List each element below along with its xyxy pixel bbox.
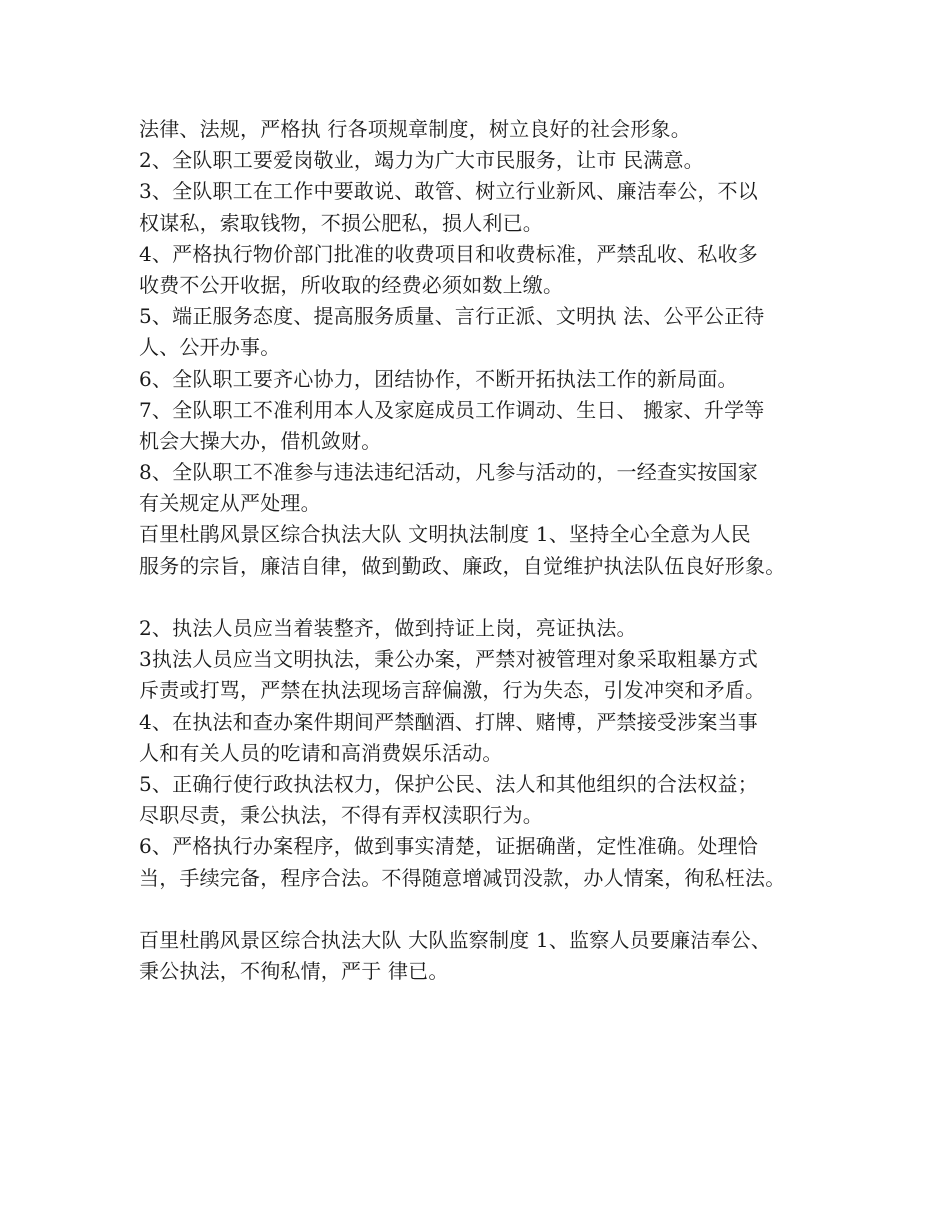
text-line: 4、在执法和查办案件期间严禁酗酒、打牌、赌博，严禁接受涉案当事 bbox=[139, 709, 758, 734]
blank-line bbox=[139, 894, 839, 925]
section-heading-line: 百里杜鹃风景区综合执法大队 大队监察制度 1、监察人员要廉洁奉公、 bbox=[139, 927, 772, 952]
text-line: 4、严格执行物价部门批准的收费项目和收费标准，严禁乱收、私收多 bbox=[139, 241, 758, 266]
text-line: 7、全队职工不准利用本人及家庭成员工作调动、生日、 搬家、升学等 bbox=[139, 397, 765, 422]
text-line: 2、全队职工要爱岗敬业，竭力为广大市民服务，让市 民满意。 bbox=[139, 148, 704, 173]
text-line: 5、正确行使行政执法权力，保护公民、法人和其他组织的合法权益； bbox=[139, 771, 758, 796]
text-line: 尽职尽责，秉公执法，不得有弄权渎职行为。 bbox=[139, 803, 543, 828]
blank-line bbox=[139, 582, 839, 613]
text-line: 收费不公开收据，所收取的经费必须如数上缴。 bbox=[139, 272, 564, 297]
text-line: 5、端正服务态度、提高服务质量、言行正派、文明执 法、公平公正待 bbox=[139, 304, 765, 329]
text-line: 2、执法人员应当着装整齐，做到持证上岗，亮证执法。 bbox=[139, 616, 637, 640]
text-line: 人、公开办事。 bbox=[139, 335, 281, 360]
text-line: 服务的宗旨，廉洁自律，做到勤政、廉政，自觉维护执法队伍良好形象。 bbox=[139, 553, 786, 578]
text-line: 3、全队职工在工作中要敢说、敢管、树立行业新风、廉洁奉公，不以 bbox=[139, 179, 758, 204]
text-line: 6、全队职工要齐心协力，团结协作，不断开拓执法工作的新局面。 bbox=[139, 366, 738, 391]
text-line: 权谋私，索取钱物，不损公肥私，损人利已。 bbox=[139, 210, 543, 235]
text-line: 机会大操大办，借机敛财。 bbox=[139, 428, 382, 453]
text-line: 法律、法规，严格执 行各项规章制度，树立良好的社会形象。 bbox=[139, 117, 691, 141]
document-body bbox=[139, 114, 839, 987]
text-line: 斥责或打骂，严禁在执法现场言辞偏激，行为失态，引发冲突和矛盾。 bbox=[139, 678, 766, 703]
text-line: 8、全队职工不准参与违法违纪活动，凡参与活动的，一经查实按国家 bbox=[139, 460, 758, 485]
text-line: 人和有关人员的吃请和高消费娱乐活动。 bbox=[139, 740, 503, 765]
text-line: 3执法人员应当文明执法，秉公办案，严禁对被管理对象采取粗暴方式 bbox=[139, 647, 758, 672]
text-line: 6、严格执行办案程序，做到事实清楚，证据确凿，定性准确。处理恰 bbox=[139, 834, 758, 859]
text-line: 当，手续完备，程序合法。不得随意增减罚没款，办人情案，徇私枉法。 bbox=[139, 865, 786, 890]
section-heading-line: 百里杜鹃风景区综合执法大队 文明执法制度 1、坚持全心全意为人民 bbox=[139, 522, 751, 547]
text-line: 有关规定从严处理。 bbox=[139, 491, 321, 516]
text-line: 秉公执法，不徇私情，严于 律已。 bbox=[139, 959, 449, 984]
